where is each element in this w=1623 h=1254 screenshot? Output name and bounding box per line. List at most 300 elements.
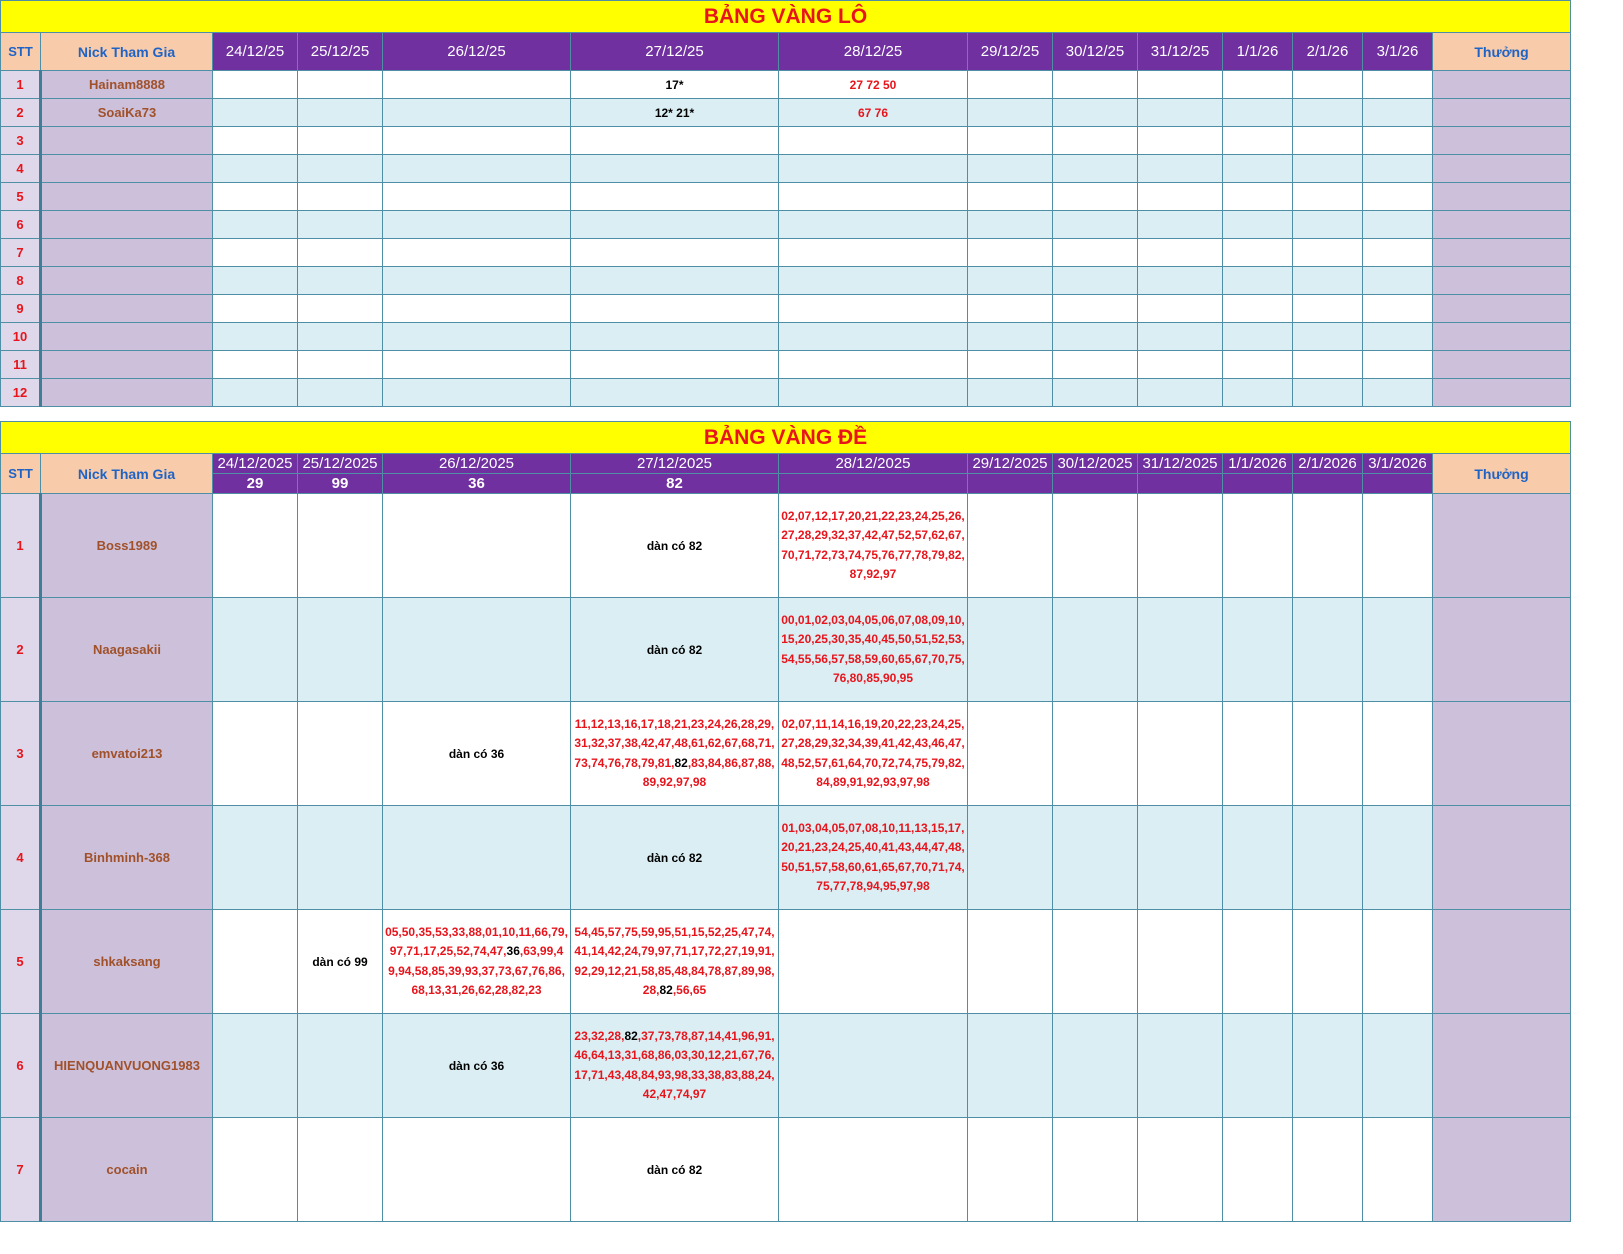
- de-cell[interactable]: [1363, 910, 1433, 1014]
- lo-cell[interactable]: [1363, 183, 1433, 211]
- de-cell[interactable]: [213, 1014, 298, 1118]
- de-row-nick: Naagasakii: [41, 598, 213, 702]
- lo-cell[interactable]: [779, 239, 968, 267]
- lo-cell[interactable]: 67 76: [779, 99, 968, 127]
- de-cell[interactable]: [213, 702, 298, 806]
- lo-cell[interactable]: [298, 295, 383, 323]
- de-date-header: 29/12/2025: [968, 454, 1053, 474]
- de-row: [1, 598, 1571, 702]
- lo-row-nick: SoaiKa73: [41, 99, 213, 127]
- lo-cell[interactable]: [1053, 211, 1138, 239]
- de-cell[interactable]: [383, 910, 571, 1014]
- lo-cell[interactable]: [213, 127, 298, 155]
- de-cell[interactable]: [298, 1014, 383, 1118]
- de-cell[interactable]: [779, 598, 968, 702]
- lo-cell[interactable]: [1053, 71, 1138, 99]
- lo-cell[interactable]: [383, 239, 571, 267]
- lo-cell[interactable]: [1293, 351, 1363, 379]
- lo-date-header: 3/1/26: [1363, 33, 1433, 71]
- lo-cell[interactable]: [968, 211, 1053, 239]
- lo-reward-cell[interactable]: [1433, 379, 1571, 407]
- lo-cell[interactable]: [1363, 295, 1433, 323]
- lo-cell[interactable]: [571, 183, 779, 211]
- lo-cell[interactable]: [1138, 351, 1223, 379]
- lo-cell[interactable]: [383, 351, 571, 379]
- de-cell[interactable]: [1293, 1014, 1363, 1118]
- lo-reward-cell[interactable]: [1433, 351, 1571, 379]
- lo-cell[interactable]: [213, 351, 298, 379]
- de-cell[interactable]: [1223, 1014, 1293, 1118]
- lo-cell[interactable]: [298, 99, 383, 127]
- de-result-number: 29: [213, 474, 298, 494]
- lo-cell[interactable]: [968, 323, 1053, 351]
- de-cell[interactable]: [968, 494, 1053, 598]
- de-cell[interactable]: [1053, 910, 1138, 1014]
- de-reward-cell[interactable]: [1433, 806, 1571, 910]
- de-cell[interactable]: [213, 806, 298, 910]
- de-cell[interactable]: [968, 1014, 1053, 1118]
- lo-reward-cell[interactable]: [1433, 295, 1571, 323]
- lo-cell[interactable]: [1223, 211, 1293, 239]
- lo-cell[interactable]: [1138, 323, 1223, 351]
- lo-cell[interactable]: [779, 379, 968, 407]
- lo-cell[interactable]: [1363, 267, 1433, 295]
- lo-cell[interactable]: 27 72 50: [779, 71, 968, 99]
- de-cell[interactable]: [1363, 806, 1433, 910]
- de-date-header: 31/12/2025: [1138, 454, 1223, 474]
- de-cell[interactable]: [383, 806, 571, 910]
- lo-date-header: 1/1/26: [1223, 33, 1293, 71]
- de-cell[interactable]: [779, 1118, 968, 1222]
- lo-cell[interactable]: [298, 323, 383, 351]
- de-cell[interactable]: [298, 598, 383, 702]
- lo-cell[interactable]: [298, 267, 383, 295]
- lo-cell[interactable]: [1293, 267, 1363, 295]
- lo-reward-cell[interactable]: [1433, 99, 1571, 127]
- lo-row: [1, 71, 1571, 99]
- lo-cell[interactable]: [298, 155, 383, 183]
- de-cell[interactable]: [968, 806, 1053, 910]
- lo-cell[interactable]: [383, 127, 571, 155]
- de-cell[interactable]: [1223, 702, 1293, 806]
- lo-cell[interactable]: [1293, 155, 1363, 183]
- lo-row: [1, 183, 1571, 211]
- lo-cell[interactable]: [1293, 127, 1363, 155]
- lo-cell[interactable]: [213, 99, 298, 127]
- de-result-number: [968, 474, 1053, 494]
- de-result-number: [1223, 474, 1293, 494]
- de-cell[interactable]: [213, 1118, 298, 1222]
- lo-date-header: 25/12/25: [298, 33, 383, 71]
- lo-row: [1, 211, 1571, 239]
- lo-row-nick: [41, 183, 213, 211]
- lo-row: [1, 295, 1571, 323]
- lo-cell[interactable]: [968, 127, 1053, 155]
- lo-cell[interactable]: [213, 267, 298, 295]
- de-reward-cell[interactable]: [1433, 598, 1571, 702]
- lo-cell[interactable]: [571, 379, 779, 407]
- lo-cell[interactable]: [1138, 99, 1223, 127]
- lo-cell[interactable]: [298, 71, 383, 99]
- lo-row-stt: 8: [1, 267, 41, 295]
- lo-cell[interactable]: [1293, 211, 1363, 239]
- lo-cell[interactable]: [1053, 155, 1138, 183]
- lo-cell[interactable]: [1138, 239, 1223, 267]
- lo-row-stt: 3: [1, 127, 41, 155]
- de-cell-segment: 23,32,28,: [574, 1028, 625, 1043]
- lo-cell[interactable]: [1223, 351, 1293, 379]
- lo-row: [1, 351, 1571, 379]
- lo-cell[interactable]: [571, 295, 779, 323]
- lo-cell[interactable]: [1053, 239, 1138, 267]
- de-cell[interactable]: [1293, 806, 1363, 910]
- lo-cell[interactable]: [1293, 239, 1363, 267]
- de-cell[interactable]: [298, 494, 383, 598]
- lo-cell[interactable]: [1053, 323, 1138, 351]
- lo-stt-header: STT: [1, 33, 41, 71]
- de-row: [1, 702, 1571, 806]
- de-cell-segment: dàn có 82: [646, 1162, 703, 1177]
- lo-row-nick: [41, 211, 213, 239]
- de-cell[interactable]: [571, 1014, 779, 1118]
- lo-row-stt: 12: [1, 379, 41, 407]
- lo-cell[interactable]: [779, 211, 968, 239]
- lo-row: [1, 99, 1571, 127]
- lo-cell[interactable]: [571, 239, 779, 267]
- lo-cell[interactable]: [383, 155, 571, 183]
- de-result-number: [1053, 474, 1138, 494]
- de-cell-segment: ,83,84,86,87,88,89,92,97,98: [642, 755, 775, 789]
- de-date-header: 24/12/2025: [213, 454, 298, 474]
- lo-reward-cell[interactable]: [1433, 211, 1571, 239]
- lo-cell[interactable]: [213, 379, 298, 407]
- lo-reward-cell[interactable]: [1433, 155, 1571, 183]
- lo-cell[interactable]: [298, 127, 383, 155]
- lo-reward-cell[interactable]: [1433, 183, 1571, 211]
- lo-cell[interactable]: [779, 323, 968, 351]
- lo-cell[interactable]: [968, 351, 1053, 379]
- lo-cell[interactable]: [968, 239, 1053, 267]
- lo-cell[interactable]: [1053, 267, 1138, 295]
- de-cell[interactable]: [1138, 806, 1223, 910]
- de-cell[interactable]: [1363, 702, 1433, 806]
- de-cell[interactable]: [1138, 598, 1223, 702]
- lo-cell[interactable]: [1138, 211, 1223, 239]
- lo-row: [1, 267, 1571, 295]
- de-cell-segment: ,37,73,78,87,14,41,96,91,46,64,13,31,68,86,03,30,12,21,67,76,17,71,43,48,84,93,98,33,38,83,88,24,42,47,74,97: [574, 1028, 775, 1101]
- de-cell[interactable]: [1223, 1118, 1293, 1222]
- de-cell[interactable]: [383, 1118, 571, 1222]
- de-cell[interactable]: [779, 1014, 968, 1118]
- lo-cell[interactable]: [968, 295, 1053, 323]
- lo-row-stt: 6: [1, 211, 41, 239]
- lo-cell[interactable]: [1223, 71, 1293, 99]
- lo-cell[interactable]: [1363, 99, 1433, 127]
- de-cell-segment: 02,07,11,14,16,19,20,22,23,24,25,27,28,29,32,34,39,41,42,43,46,47,48,52,57,61,64,70,72,74,75,79,82,84,89,91,92,93,97,98: [781, 716, 965, 789]
- de-cell-segment: 05,50,35,53,33,88,01,10,11,66,79,97,71,17,25,52,74,47,: [385, 924, 568, 958]
- de-cell-segment: 02,07,12,17,20,21,22,23,24,25,26,27,28,29,32,37,42,47,52,57,62,67,70,71,72,73,74,75,76,77,78,79,82,87,92,97: [781, 508, 965, 581]
- de-cell[interactable]: [968, 1118, 1053, 1222]
- lo-reward-cell[interactable]: [1433, 323, 1571, 351]
- lo-cell[interactable]: [1138, 267, 1223, 295]
- lo-cell[interactable]: [213, 211, 298, 239]
- de-cell[interactable]: [571, 1118, 779, 1222]
- lo-title: BẢNG VÀNG LÔ: [1, 1, 1571, 33]
- de-row-nick: HIENQUANVUONG1983: [41, 1014, 213, 1118]
- lo-reward-cell[interactable]: [1433, 239, 1571, 267]
- de-row-nick: shkaksang: [41, 910, 213, 1014]
- lo-cell[interactable]: [1053, 99, 1138, 127]
- lo-cell[interactable]: [1053, 183, 1138, 211]
- lo-cell[interactable]: [1138, 183, 1223, 211]
- lo-cell[interactable]: [1363, 351, 1433, 379]
- de-cell[interactable]: [968, 598, 1053, 702]
- lo-cell[interactable]: [571, 323, 779, 351]
- de-cell[interactable]: [298, 910, 383, 1014]
- de-cell[interactable]: [1053, 598, 1138, 702]
- lo-cell[interactable]: [779, 155, 968, 183]
- lo-date-header: 27/12/25: [571, 33, 779, 71]
- lo-cell[interactable]: [1223, 239, 1293, 267]
- de-row-nick: Binhminh-368: [41, 806, 213, 910]
- lo-cell[interactable]: [298, 351, 383, 379]
- de-row-stt: 7: [1, 1118, 41, 1222]
- de-cell[interactable]: [571, 702, 779, 806]
- de-cell[interactable]: [1138, 910, 1223, 1014]
- de-cell[interactable]: [1053, 702, 1138, 806]
- de-cell[interactable]: [1363, 494, 1433, 598]
- de-result-number: [1138, 474, 1223, 494]
- de-cell[interactable]: [1223, 910, 1293, 1014]
- lo-cell[interactable]: [1223, 155, 1293, 183]
- de-stt-header: STT: [1, 454, 41, 494]
- de-cell[interactable]: [1293, 910, 1363, 1014]
- de-cell[interactable]: [779, 910, 968, 1014]
- de-cell[interactable]: [1138, 494, 1223, 598]
- lo-cell[interactable]: [1138, 155, 1223, 183]
- lo-cell[interactable]: [1363, 71, 1433, 99]
- lo-date-header: 29/12/25: [968, 33, 1053, 71]
- lo-cell[interactable]: [1363, 379, 1433, 407]
- de-reward-cell[interactable]: [1433, 910, 1571, 1014]
- lo-cell[interactable]: [1053, 127, 1138, 155]
- lo-cell[interactable]: [1363, 239, 1433, 267]
- lo-cell[interactable]: [1363, 127, 1433, 155]
- lo-cell[interactable]: [779, 295, 968, 323]
- de-date-header: 28/12/2025: [779, 454, 968, 474]
- de-cell[interactable]: [383, 494, 571, 598]
- lo-cell[interactable]: [383, 183, 571, 211]
- de-cell[interactable]: [1053, 494, 1138, 598]
- lo-cell[interactable]: [213, 239, 298, 267]
- lo-row: [1, 379, 1571, 407]
- lo-cell[interactable]: [1293, 71, 1363, 99]
- lo-cell[interactable]: [298, 183, 383, 211]
- de-cell[interactable]: [779, 702, 968, 806]
- de-cell[interactable]: [1053, 1014, 1138, 1118]
- lo-cell[interactable]: [1223, 127, 1293, 155]
- lo-cell[interactable]: [968, 155, 1053, 183]
- lo-row: [1, 239, 1571, 267]
- de-cell[interactable]: [383, 598, 571, 702]
- lo-cell[interactable]: [779, 267, 968, 295]
- lo-cell[interactable]: [383, 323, 571, 351]
- de-cell[interactable]: [1138, 702, 1223, 806]
- de-cell-segment: 54,45,57,75,59,95,51,15,52,25,47,74,41,14,42,24,79,97,71,17,72,27,19,91,92,29,12,21,58,85,48,84,78,87,89,98,28,: [574, 924, 775, 997]
- de-cell[interactable]: [298, 702, 383, 806]
- lo-cell[interactable]: [1138, 127, 1223, 155]
- lo-row: [1, 323, 1571, 351]
- de-cell[interactable]: [1138, 1014, 1223, 1118]
- de-cell[interactable]: [779, 494, 968, 598]
- de-cell[interactable]: [1223, 598, 1293, 702]
- lo-cell[interactable]: [1138, 71, 1223, 99]
- de-cell[interactable]: [1363, 598, 1433, 702]
- de-cell[interactable]: [298, 1118, 383, 1222]
- lo-cell[interactable]: [1138, 379, 1223, 407]
- de-cell[interactable]: [571, 806, 779, 910]
- lo-cell[interactable]: [1223, 379, 1293, 407]
- lo-date-header: 31/12/25: [1138, 33, 1223, 71]
- lo-cell[interactable]: [213, 323, 298, 351]
- lo-cell[interactable]: [1223, 267, 1293, 295]
- de-cell[interactable]: [968, 910, 1053, 1014]
- de-cell[interactable]: [213, 494, 298, 598]
- lo-cell[interactable]: [968, 267, 1053, 295]
- lo-cell[interactable]: [213, 295, 298, 323]
- lo-cell[interactable]: [779, 183, 968, 211]
- lo-cell[interactable]: [213, 183, 298, 211]
- lo-cell[interactable]: [571, 127, 779, 155]
- lo-cell[interactable]: [1363, 323, 1433, 351]
- lo-cell[interactable]: [1293, 379, 1363, 407]
- lo-cell[interactable]: [298, 211, 383, 239]
- lo-cell[interactable]: [383, 267, 571, 295]
- de-cell[interactable]: [213, 910, 298, 1014]
- lo-cell[interactable]: [383, 71, 571, 99]
- de-cell-segment: 82: [659, 983, 673, 997]
- de-cell[interactable]: [1223, 806, 1293, 910]
- lo-cell[interactable]: 12* 21*: [571, 99, 779, 127]
- lo-cell[interactable]: [968, 183, 1053, 211]
- lo-cell[interactable]: [968, 99, 1053, 127]
- lo-cell[interactable]: [779, 351, 968, 379]
- de-cell[interactable]: [1363, 1014, 1433, 1118]
- lo-cell[interactable]: [1223, 99, 1293, 127]
- lo-reward-cell[interactable]: [1433, 127, 1571, 155]
- lo-cell[interactable]: [1223, 323, 1293, 351]
- lo-row-stt: 11: [1, 351, 41, 379]
- de-result-number: 82: [571, 474, 779, 494]
- de-row: [1, 1014, 1571, 1118]
- de-cell[interactable]: [298, 806, 383, 910]
- lo-cell[interactable]: [383, 99, 571, 127]
- lo-cell[interactable]: [1293, 99, 1363, 127]
- lo-cell[interactable]: [1053, 379, 1138, 407]
- de-cell[interactable]: [1053, 806, 1138, 910]
- lo-cell[interactable]: [1138, 295, 1223, 323]
- de-reward-cell[interactable]: [1433, 1014, 1571, 1118]
- lo-cell[interactable]: [571, 155, 779, 183]
- lo-cell[interactable]: [213, 155, 298, 183]
- de-date-header: 30/12/2025: [1053, 454, 1138, 474]
- lo-cell[interactable]: [383, 295, 571, 323]
- de-cell[interactable]: [1363, 1118, 1433, 1222]
- de-cell[interactable]: [213, 598, 298, 702]
- lo-row-nick: Hainam8888: [41, 71, 213, 99]
- de-row-stt: 3: [1, 702, 41, 806]
- de-date-header: 25/12/2025: [298, 454, 383, 474]
- lo-cell[interactable]: [213, 71, 298, 99]
- lo-cell[interactable]: [571, 211, 779, 239]
- de-cell[interactable]: [779, 806, 968, 910]
- de-cell[interactable]: [968, 702, 1053, 806]
- de-cell[interactable]: [1293, 702, 1363, 806]
- lo-cell[interactable]: [1053, 351, 1138, 379]
- de-cell[interactable]: [1053, 1118, 1138, 1222]
- de-cell[interactable]: [1293, 494, 1363, 598]
- lo-cell[interactable]: 17*: [571, 71, 779, 99]
- de-cell[interactable]: [383, 702, 571, 806]
- de-row-stt: 1: [1, 494, 41, 598]
- lo-cell[interactable]: [1363, 211, 1433, 239]
- lo-reward-header: Thưởng: [1433, 33, 1571, 71]
- de-reward-cell[interactable]: [1433, 494, 1571, 598]
- lo-reward-cell[interactable]: [1433, 267, 1571, 295]
- de-result-number: 99: [298, 474, 383, 494]
- lo-reward-cell[interactable]: [1433, 71, 1571, 99]
- de-reward-cell[interactable]: [1433, 702, 1571, 806]
- de-cell[interactable]: [571, 910, 779, 1014]
- de-cell[interactable]: [1138, 1118, 1223, 1222]
- lo-cell[interactable]: [1293, 183, 1363, 211]
- lo-cell[interactable]: [1293, 323, 1363, 351]
- de-cell-segment: dàn có 82: [646, 538, 703, 553]
- lo-cell[interactable]: [298, 239, 383, 267]
- lo-date-header: 28/12/25: [779, 33, 968, 71]
- lo-row-nick: [41, 323, 213, 351]
- de-cell[interactable]: [1293, 598, 1363, 702]
- lo-cell[interactable]: [383, 211, 571, 239]
- lo-cell[interactable]: [1293, 295, 1363, 323]
- lo-cell[interactable]: [779, 127, 968, 155]
- de-cell[interactable]: [571, 494, 779, 598]
- de-row-stt: 5: [1, 910, 41, 1014]
- de-cell-segment: 00,01,02,03,04,05,06,07,08,09,10,15,20,25,30,35,40,45,50,51,52,53,54,55,56,57,58,59,60,65,67,70,75,76,80,85,90,95: [781, 612, 965, 685]
- lo-row: [1, 155, 1571, 183]
- de-reward-cell[interactable]: [1433, 1118, 1571, 1222]
- lo-row-stt: 5: [1, 183, 41, 211]
- lo-cell[interactable]: [383, 379, 571, 407]
- lo-cell[interactable]: [1223, 183, 1293, 211]
- lo-cell[interactable]: [1363, 155, 1433, 183]
- lo-cell[interactable]: [571, 351, 779, 379]
- lo-cell[interactable]: [968, 71, 1053, 99]
- lo-cell[interactable]: [1223, 295, 1293, 323]
- lo-cell[interactable]: [968, 379, 1053, 407]
- de-cell[interactable]: [1223, 494, 1293, 598]
- lo-cell[interactable]: [298, 379, 383, 407]
- lo-cell[interactable]: [1053, 295, 1138, 323]
- lo-cell[interactable]: [571, 267, 779, 295]
- de-cell[interactable]: [383, 1014, 571, 1118]
- lo-row-nick: [41, 239, 213, 267]
- de-cell-segment: 11,12,13,16,17,18,21,23,24,26,28,29,31,32,37,38,42,47,48,61,62,67,68,71,73,74,76,78,79,81,: [574, 716, 775, 770]
- de-cell-segment: 82: [674, 755, 688, 770]
- lo-row-stt: 4: [1, 155, 41, 183]
- de-cell[interactable]: [571, 598, 779, 702]
- de-cell[interactable]: [1293, 1118, 1363, 1222]
